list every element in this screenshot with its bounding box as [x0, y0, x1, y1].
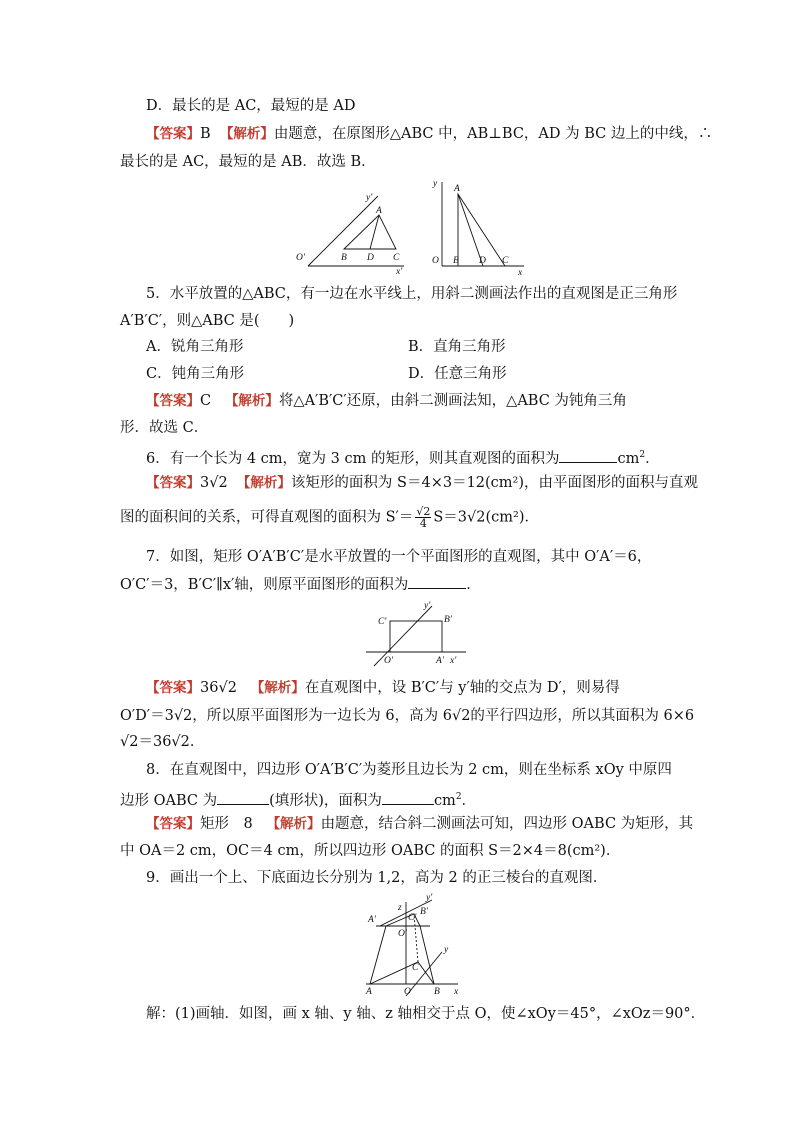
label-d: D	[367, 253, 374, 263]
q6-stem-text: 6．有一个长为 4 cm，宽为 3 cm 的矩形，则其直观图的面积为	[146, 450, 560, 467]
q6-answer-line	[146, 473, 698, 493]
q8-stem-line2	[120, 787, 476, 811]
q4-option-d: D．最长的是 AC，最短的是 AD	[146, 98, 356, 114]
label-o: O	[432, 256, 439, 266]
answer-tag: 【答案】	[146, 816, 200, 832]
period: ．	[461, 792, 477, 809]
q7-stem-text: O′C′＝3，B′C′∥x′轴，则原平面图形的面积为	[120, 577, 409, 593]
label-c: C	[412, 963, 419, 973]
explanation-text: 将△A′B′C′还原，由斜二测画法知，△ABC 为钝角三角	[278, 393, 627, 409]
explanation-tag: 【解析】	[266, 816, 321, 832]
explanation-text: 由题意，在原图形△ABC 中，AB⊥BC，AD 为 BC 边上的中线，∴	[273, 126, 713, 142]
label-b-prime: B'	[444, 615, 452, 625]
label-a: A	[454, 184, 460, 194]
label-x-prime: x'	[450, 656, 457, 666]
unit-superscript: 2	[639, 450, 646, 460]
q8-stem-line1: 8．在直观图中，四边形 O′A′B′C′为菱形且边长为 2 cm，则在坐标系 xOy 中原四	[146, 762, 672, 778]
label-x-prime: x'	[396, 267, 403, 277]
fraction	[415, 506, 431, 529]
q5-option-b: B．直角三角形	[408, 339, 506, 355]
answer-value: 矩形 8	[200, 816, 253, 832]
answer-value: 3√2	[200, 475, 228, 491]
q7-explanation-line2: O′D′＝3√2，所以原平面图形为一边长为 6，高为 6√2的平行四边形，所以其面积为 6×6	[120, 708, 695, 724]
period: ．	[645, 450, 660, 467]
q9-stem: 9．画出一个上、下底面边长分别为 1,2，高为 2 的正三棱台的直观图．	[146, 870, 608, 886]
explanation-tag: 【解析】	[219, 126, 274, 142]
triangle-abc-prime	[344, 215, 396, 249]
label-c: C	[502, 256, 509, 266]
label-o-prime: O'	[296, 253, 305, 263]
q9-figure	[362, 892, 466, 1000]
q6-stem	[146, 445, 660, 469]
q8-stem-text: (填形状)，面积为	[269, 792, 382, 809]
label-y-prime: y'	[366, 193, 373, 203]
label-b: B	[434, 987, 440, 997]
rectangle-oabc-prime	[390, 621, 442, 652]
answer-tag: 【答案】	[146, 126, 200, 142]
unit-superscript: 2	[455, 792, 462, 802]
period: ．	[466, 577, 481, 593]
lateral-edge-a	[370, 926, 386, 984]
label-z: z	[398, 903, 402, 913]
explanation-text: 该矩形的面积为 S＝4×3＝12(cm²)，由平面图形的面积与直观	[290, 475, 699, 491]
answer-tag: 【答案】	[146, 475, 200, 491]
fraction-numerator: √2	[416, 505, 431, 518]
label-o: O	[404, 987, 411, 997]
answer-tag: 【答案】	[146, 680, 200, 696]
q4-answer-line	[146, 124, 712, 144]
label-a-prime: A'	[368, 915, 376, 925]
q5-explanation-line2: 形．故选 C．	[120, 420, 209, 436]
label-y: y	[444, 945, 449, 955]
label-x: x	[454, 987, 459, 997]
label-d: D	[479, 256, 486, 266]
label-y: y	[433, 180, 438, 189]
q7-stem-line1: 7．如图，矩形 O′A′B′C′是水平放置的一个平面图形的直观图，其中 O′A′＝6，	[146, 549, 652, 565]
label-o-prime: O'	[398, 929, 407, 939]
unit: cm	[433, 792, 456, 809]
label-a: A	[376, 206, 382, 216]
label-o-prime: O'	[384, 656, 393, 666]
explanation-text: 图的面积间的关系，可得直观图的面积为 S′＝	[120, 509, 414, 526]
q8-explanation-line2: 中 OA＝2 cm，OC＝4 cm，所以四边形 OABC 的面积 S＝2×4＝8(cm²)．	[120, 843, 621, 859]
answer-value: 36√2	[200, 680, 237, 696]
unit: cm	[617, 450, 640, 467]
answer-blank	[559, 448, 617, 463]
y-prime-axis	[374, 606, 432, 666]
answer-blank	[217, 790, 269, 805]
q7-answer-line	[146, 678, 620, 698]
label-y-prime: y'	[426, 893, 433, 903]
q7-explanation-line3: √2＝36√2．	[120, 734, 205, 750]
label-a: A	[366, 987, 372, 997]
answer-value: B	[200, 126, 211, 142]
q5-answer-line	[146, 391, 627, 411]
explanation-tag: 【解析】	[250, 680, 305, 696]
explanation-text: 在直观图中，设 B′C′与 y′轴的交点为 D′，则易得	[304, 680, 620, 696]
label-c-prime: C'	[378, 617, 387, 627]
label-a-prime: A'	[436, 656, 444, 666]
label-x: x	[518, 268, 523, 278]
q7-figure	[362, 598, 470, 670]
label-y-prime: y'	[424, 601, 431, 611]
label-b: B	[341, 253, 347, 263]
q5-stem-line1: 5．水平放置的△ABC，有一边在水平线上，用斜二测画法作出的直观图是正三角形	[146, 286, 678, 302]
answer-blank	[382, 790, 434, 805]
explanation-text: 由题意，结合斜二测画法可知，四边形 OABC 为矩形，其	[320, 816, 694, 832]
explanation-tag: 【解析】	[236, 475, 291, 491]
label-b-prime: B'	[420, 907, 428, 917]
answer-value: C	[200, 393, 212, 409]
median-ad	[370, 215, 379, 249]
q5-option-c: C．钝角三角形	[146, 366, 245, 382]
label-c: C	[393, 253, 400, 263]
explanation-text: S＝3√2(cm²)．	[433, 509, 539, 526]
label-b: B	[453, 256, 459, 266]
answer-blank	[408, 574, 466, 589]
fraction-denominator: 4	[419, 517, 427, 530]
answer-tag: 【答案】	[146, 393, 200, 409]
q8-answer-line	[146, 814, 693, 834]
label-c-prime: C'	[408, 913, 417, 923]
q5-option-d: D．任意三角形	[408, 366, 507, 382]
q6-explanation-line2	[120, 506, 539, 529]
q7-stem-line2	[120, 574, 481, 595]
explanation-tag: 【解析】	[224, 393, 279, 409]
q4-explanation-line2: 最长的是 AC，最短的是 AB．故选 B．	[120, 154, 376, 170]
lateral-edge-b	[420, 926, 434, 984]
q4-figure	[292, 180, 532, 280]
q8-stem-text: 边形 OABC 为	[120, 792, 218, 809]
q5-option-a: A．锐角三角形	[146, 339, 244, 355]
q9-solution-line1: 解：(1)画轴．如图，画 x 轴、y 轴、z 轴相交于点 O，使∠xOy＝45°，∠xOz＝90°．	[146, 1006, 706, 1022]
q5-stem-line2: A′B′C′，则△ABC 是( )	[120, 313, 295, 329]
